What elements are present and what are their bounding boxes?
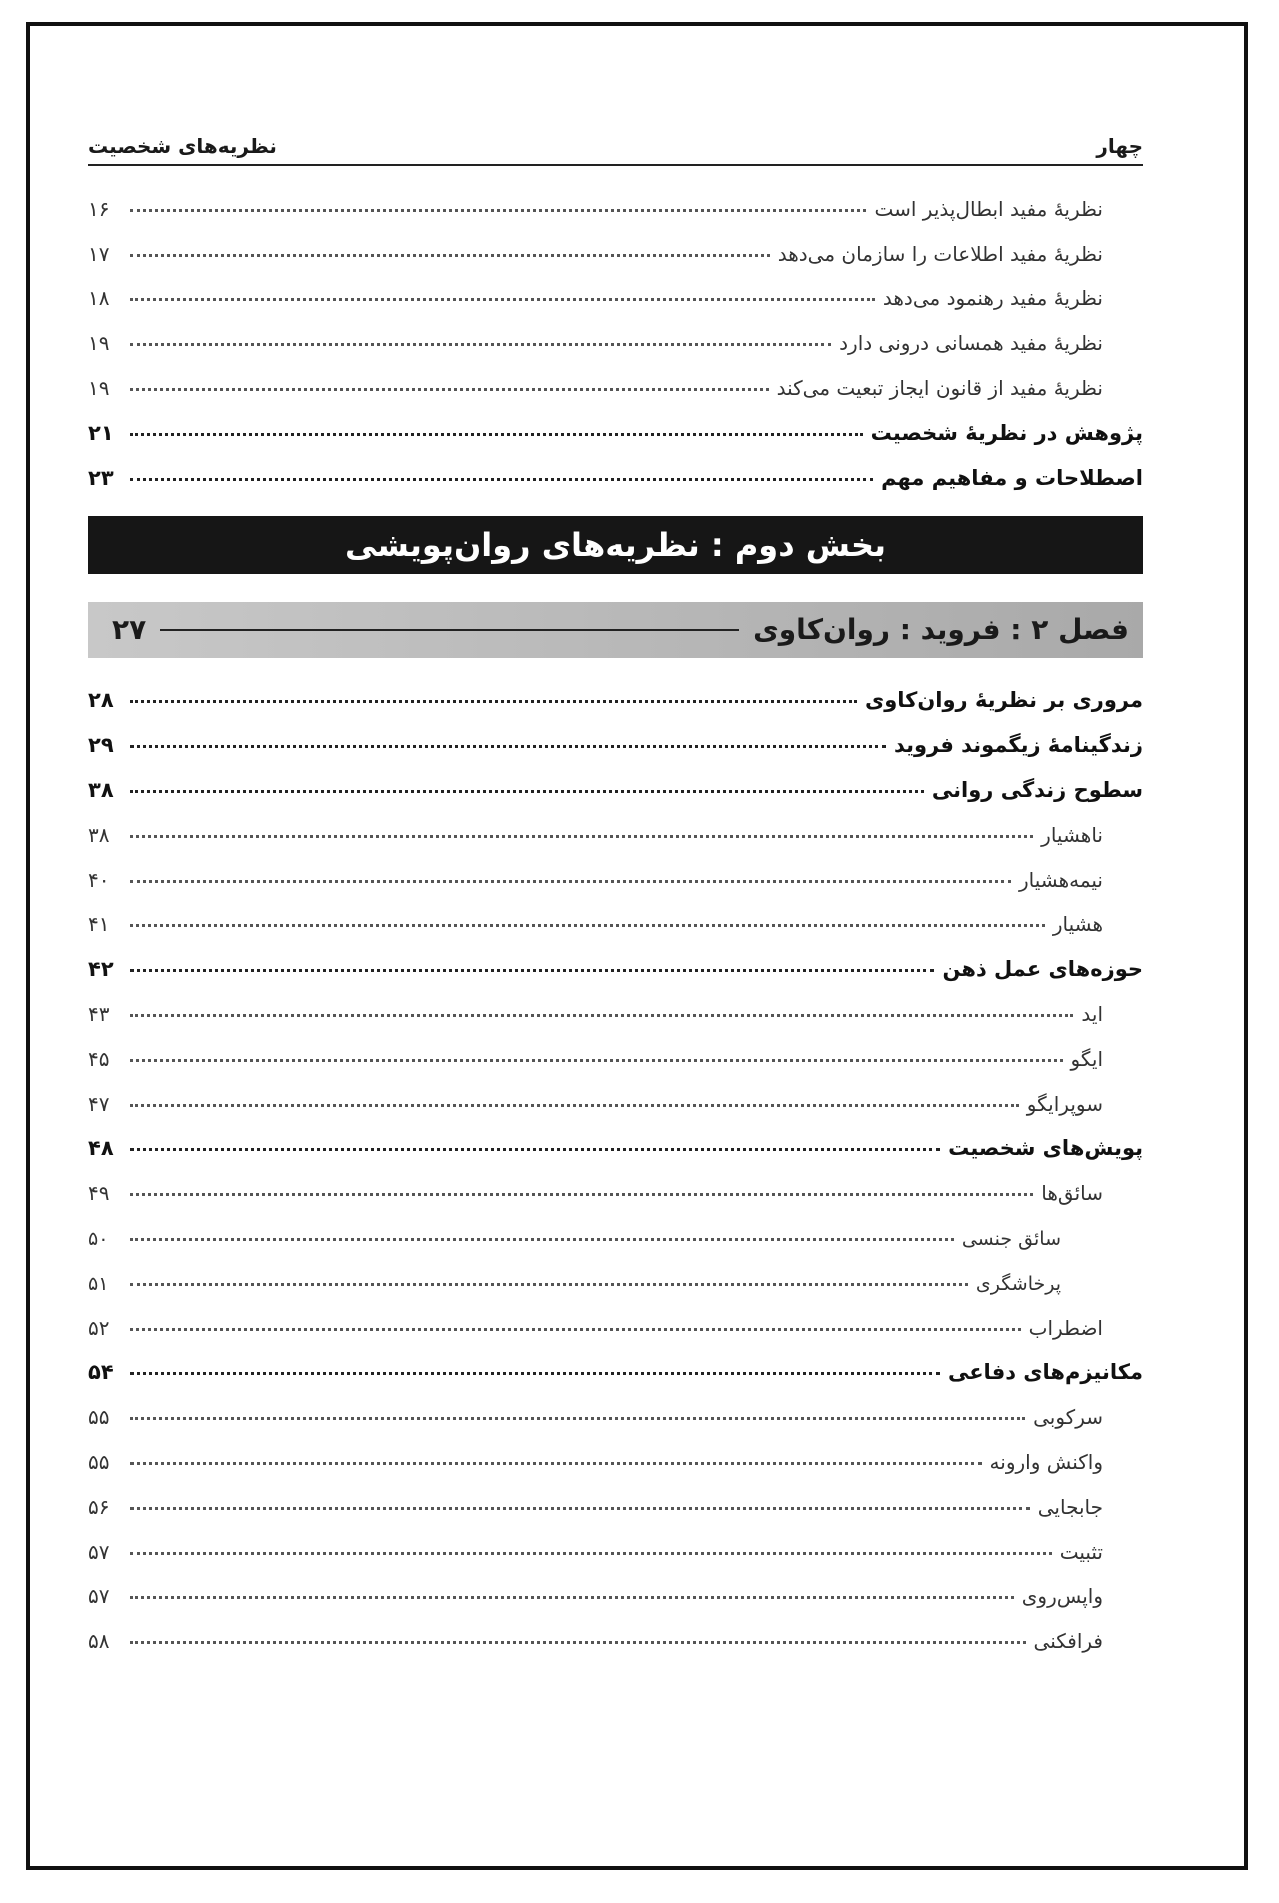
toc-entry-title: سوپرایگو — [1026, 1091, 1103, 1116]
toc-entry-title: اید — [1081, 1001, 1103, 1026]
dot-leader — [130, 1596, 1014, 1599]
toc-entry-page: ۴۰ — [88, 867, 110, 892]
toc-entry-page: ۵۷ — [88, 1539, 110, 1564]
dot-leader — [130, 1507, 1030, 1510]
toc-entry[interactable] — [88, 1474, 1143, 1519]
toc-entry-page: ۱۸ — [88, 286, 110, 311]
dot-leader — [130, 1193, 1033, 1196]
chapter-page: ۲۷ — [112, 613, 147, 647]
dot-leader — [130, 343, 831, 346]
toc-page — [88, 118, 1143, 1653]
toc-entry-page: ۴۹ — [88, 1181, 110, 1206]
toc-entry-page: ۵۷ — [88, 1584, 110, 1609]
toc-entry-title: سائق‌ها — [1041, 1181, 1103, 1206]
toc-entry-title: هشیار — [1052, 912, 1103, 937]
toc-entry-title: اضطراب — [1028, 1315, 1103, 1340]
toc-entry-title: ناهشیار — [1041, 822, 1103, 847]
toc-entry-page: ۴۱ — [88, 912, 110, 937]
toc-entry[interactable] — [88, 310, 1143, 355]
toc-section-title: مکانیزم‌های دفاعی — [947, 1360, 1143, 1385]
toc-entry-page: ۵۵ — [88, 1405, 110, 1430]
toc-entry-page: ۱۹ — [88, 375, 110, 400]
chapter-title: فصل ۲ : فروید : روان‌کاوی — [753, 613, 1129, 647]
chapter-banner[interactable] — [88, 602, 1143, 658]
toc-entry[interactable] — [88, 981, 1143, 1026]
toc-entry-page: ۱۷ — [88, 241, 110, 266]
toc-entry-title: نظریهٔ مفید اطلاعات را سازمان می‌دهد — [777, 241, 1103, 266]
toc-entry[interactable] — [88, 221, 1143, 266]
dot-leader — [130, 433, 863, 436]
toc-subentry-page: ۵۰ — [88, 1227, 109, 1250]
toc-entry[interactable] — [88, 355, 1143, 400]
dot-leader — [130, 1014, 1073, 1017]
dot-leader — [130, 1328, 1021, 1331]
dot-leader — [130, 1059, 1063, 1062]
dot-leader — [130, 1417, 1025, 1420]
toc-section[interactable] — [88, 668, 1143, 713]
dot-leader — [130, 835, 1033, 838]
toc-entry[interactable] — [88, 802, 1143, 847]
dot-leader — [130, 924, 1045, 927]
part-title: بخش دوم : نظریه‌های روان‌پویشی — [344, 525, 887, 564]
toc-entry[interactable] — [88, 1429, 1143, 1474]
page-label: چهار — [1096, 134, 1143, 158]
toc-section-page: ۴۸ — [88, 1136, 114, 1161]
toc-entry-page: ۴۳ — [88, 1001, 110, 1026]
toc-entry-page: ۱۹ — [88, 331, 110, 356]
book-title: نظریه‌های شخصیت — [88, 134, 277, 158]
toc-section-title: پویش‌های شخصیت — [948, 1136, 1143, 1161]
toc-section[interactable] — [88, 712, 1143, 757]
toc-entry[interactable] — [88, 1026, 1143, 1071]
toc-section-page: ۴۲ — [88, 957, 114, 982]
dot-leader — [130, 790, 924, 793]
part-banner[interactable] — [88, 516, 1143, 574]
dot-leader — [130, 1641, 1026, 1644]
toc-entry-page: ۵۲ — [88, 1315, 110, 1340]
toc-section[interactable] — [88, 445, 1143, 490]
dot-leader — [130, 254, 770, 257]
toc-section-page: ۲۸ — [88, 688, 114, 713]
toc-entry-title: سرکوبی — [1033, 1405, 1103, 1430]
toc-section-page: ۲۹ — [88, 733, 114, 758]
toc-entry[interactable] — [88, 266, 1143, 311]
dot-leader — [130, 1104, 1019, 1107]
dot-leader — [130, 700, 857, 703]
toc-entry[interactable] — [88, 176, 1143, 221]
toc-entry[interactable] — [88, 1608, 1143, 1653]
toc-section-title: پژوهش در نظریهٔ شخصیت — [870, 420, 1143, 445]
toc-entry-page: ۴۵ — [88, 1046, 110, 1071]
toc-entry-page: ۵۸ — [88, 1629, 110, 1654]
running-header — [88, 118, 1143, 166]
toc-entry-title: واپس‌روی — [1021, 1584, 1103, 1609]
toc-entry-title: نظریهٔ مفید از قانون ایجاز تبعیت می‌کند — [776, 375, 1103, 400]
toc-entry-title: نظریهٔ مفید همسانی درونی دارد — [839, 331, 1103, 356]
toc-section-page: ۲۱ — [88, 420, 114, 445]
toc-section-title: اصطلاحات و مفاهیم مهم — [881, 465, 1143, 490]
dot-leader — [130, 1462, 982, 1465]
toc-section-title: مروری بر نظریهٔ روان‌کاوی — [864, 688, 1143, 713]
toc-entry-page: ۴۷ — [88, 1091, 110, 1116]
toc-section-page: ۲۳ — [88, 465, 114, 490]
toc-entry-page: ۵۵ — [88, 1449, 110, 1474]
toc-entry-title: نیمه‌هشیار — [1018, 867, 1103, 892]
toc-section-title: زندگینامهٔ زیگموند فروید — [893, 733, 1143, 758]
toc-entry[interactable] — [88, 847, 1143, 892]
toc-subentry[interactable] — [88, 1205, 1143, 1250]
toc-entry-title: نظریهٔ مفید ابطال‌پذیر است — [874, 196, 1103, 221]
toc-entry[interactable] — [88, 1384, 1143, 1429]
toc-entry[interactable] — [88, 1160, 1143, 1205]
dot-leader — [130, 388, 769, 391]
toc-section[interactable] — [88, 400, 1143, 445]
toc-entry[interactable] — [88, 1519, 1143, 1564]
dot-leader — [130, 880, 1011, 883]
dot-leader — [130, 969, 934, 972]
toc-section-page: ۳۸ — [88, 777, 114, 802]
toc-entry[interactable] — [88, 892, 1143, 937]
toc-section-title: سطوح زندگی روانی — [931, 777, 1143, 802]
toc-section[interactable] — [88, 936, 1143, 981]
toc-section-page: ۵۴ — [88, 1360, 114, 1385]
chapter-rule — [160, 629, 739, 631]
toc-subentry[interactable] — [88, 1250, 1143, 1295]
toc-entry-page: ۱۶ — [88, 196, 110, 221]
dot-leader — [130, 1552, 1052, 1555]
toc-entry-title: جابجایی — [1037, 1494, 1103, 1519]
dot-leader — [130, 745, 886, 748]
toc-section[interactable] — [88, 1340, 1143, 1385]
toc-entry-title: واکنش وارونه — [989, 1449, 1103, 1474]
toc-entry[interactable] — [88, 1071, 1143, 1116]
toc-entry-title: فرافکنی — [1033, 1629, 1103, 1654]
toc-entry-title: ایگو — [1070, 1046, 1103, 1071]
toc-subentry-title: سائق جنسی — [961, 1227, 1061, 1250]
dot-leader — [130, 209, 866, 212]
dot-leader — [130, 1238, 954, 1241]
toc-section[interactable] — [88, 1116, 1143, 1161]
dot-leader — [130, 1148, 940, 1151]
toc-entry[interactable] — [88, 1564, 1143, 1609]
toc-section[interactable] — [88, 757, 1143, 802]
dot-leader — [130, 478, 873, 481]
dot-leader — [130, 1372, 940, 1375]
toc-entry-title: نظریهٔ مفید رهنمود می‌دهد — [882, 286, 1103, 311]
dot-leader — [130, 1283, 968, 1286]
toc-subentry-title: پرخاشگری — [975, 1272, 1061, 1295]
toc-entry-page: ۵۶ — [88, 1494, 110, 1519]
toc-section-title: حوزه‌های عمل ذهن — [942, 957, 1143, 982]
toc-subentry-page: ۵۱ — [88, 1272, 109, 1295]
toc-entry[interactable] — [88, 1295, 1143, 1340]
dot-leader — [130, 298, 875, 301]
toc-entry-title: تثبیت — [1059, 1539, 1103, 1564]
toc-entry-page: ۳۸ — [88, 822, 110, 847]
